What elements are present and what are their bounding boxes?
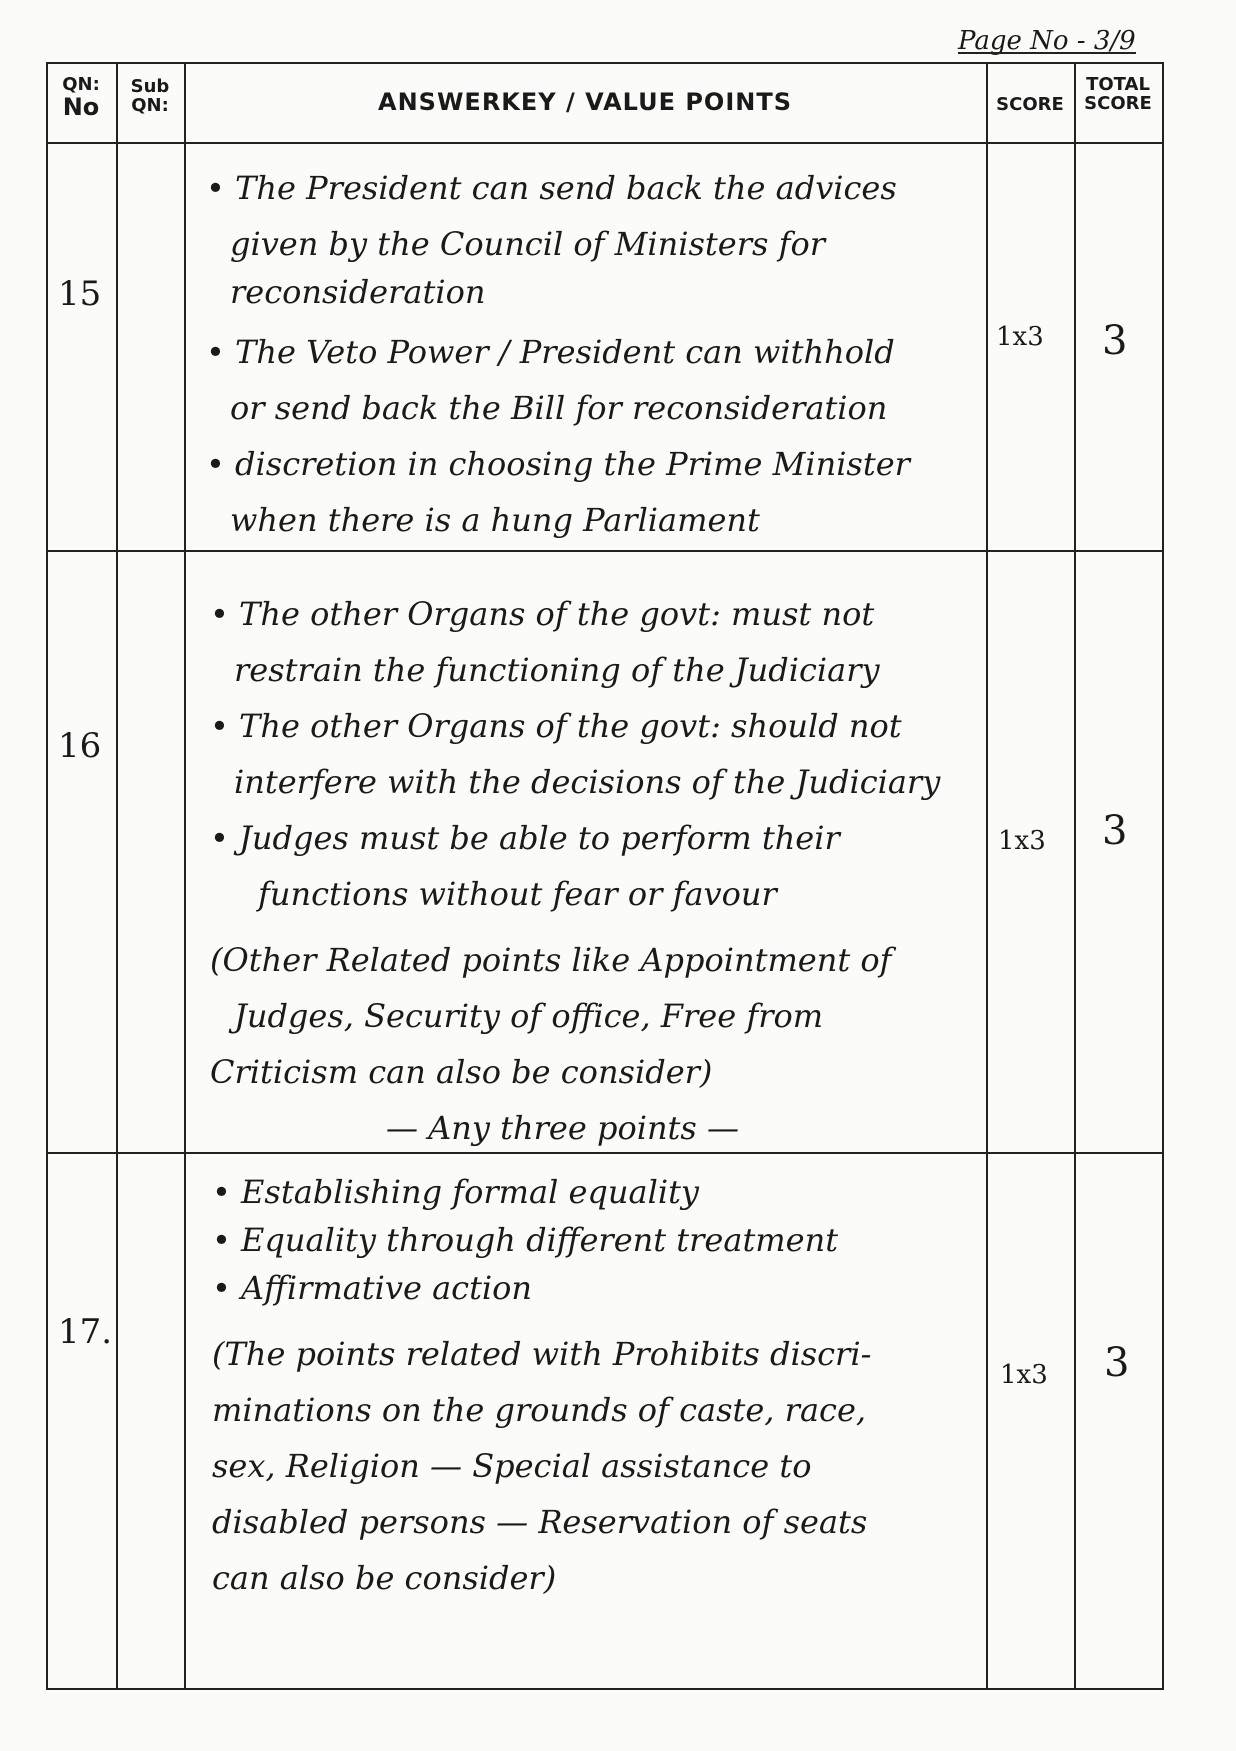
answer-line: • The President can send back the advices	[206, 169, 897, 207]
header-qn-no: QN: No	[62, 74, 100, 121]
total-score-value: 3	[1102, 808, 1128, 854]
header-answer-key: ANSWERKEY / VALUE POINTS	[378, 88, 792, 116]
answer-line: Judges, Security of office, Free from	[234, 997, 824, 1035]
answer-line: sex, Religion — Special assistance to	[212, 1447, 812, 1485]
answer-line: • Equality through different treatment	[212, 1221, 839, 1259]
answer-line: minations on the grounds of caste, race,	[212, 1391, 867, 1429]
answer-line: when there is a hung Parliament	[230, 501, 760, 539]
answer-line: (The points related with Prohibits discri-	[212, 1335, 872, 1373]
answer-line: interfere with the decisions of the Judiciary	[234, 763, 941, 801]
answer-points	[212, 1168, 871, 1606]
answer-line: — Any three points —	[386, 1109, 739, 1147]
answer-line: • The other Organs of the govt: should not	[210, 707, 902, 745]
table-top-border	[46, 62, 1164, 64]
answer-line: given by the Council of Ministers for	[230, 225, 825, 263]
col-divider-subqn	[184, 62, 186, 1690]
answer-line: functions without fear or favour	[258, 875, 777, 913]
question-number: 15	[58, 274, 102, 314]
answer-line: • The Veto Power / President can withhold	[206, 333, 895, 371]
answer-line: • The other Organs of the govt: must not	[210, 595, 875, 633]
col-divider-answer	[986, 62, 988, 1690]
answer-line: restrain the functioning of the Judiciary	[234, 651, 880, 689]
answer-line: • Affirmative action	[212, 1269, 533, 1307]
answer-points	[210, 586, 940, 1156]
question-number: 16	[58, 726, 102, 766]
score-value: 1x3	[996, 322, 1044, 352]
page-number: Page No - 3/9	[958, 26, 1136, 56]
total-score-value: 3	[1104, 1340, 1130, 1386]
question-number: 17.	[58, 1312, 113, 1352]
header-score: SCORE	[996, 94, 1064, 115]
answer-line: Criticism can also be consider)	[210, 1053, 713, 1091]
answer-line: • Judges must be able to perform their	[210, 819, 840, 857]
answer-line: disabled persons — Reservation of seats	[212, 1503, 868, 1541]
answer-line: can also be consider)	[212, 1559, 557, 1597]
answer-line: reconsideration	[230, 273, 486, 311]
answer-points	[206, 160, 910, 548]
answer-line: (Other Related points like Appointment of	[210, 941, 892, 979]
total-score-value: 3	[1102, 318, 1128, 364]
header-bottom-border	[46, 142, 1164, 144]
table-bottom-border	[46, 1688, 1164, 1690]
score-value: 1x3	[998, 826, 1046, 856]
answer-line: • discretion in choosing the Prime Minister	[206, 445, 910, 483]
table-left-border	[46, 62, 48, 1690]
row-divider	[46, 550, 1164, 552]
col-divider-score	[1074, 62, 1076, 1690]
header-sub-qn: Sub QN:	[130, 76, 170, 116]
table-right-border	[1162, 62, 1164, 1690]
score-value: 1x3	[1000, 1360, 1048, 1390]
col-divider-qn	[116, 62, 118, 1690]
header-total-score: TOTAL SCORE	[1084, 74, 1152, 114]
answer-line: • Establishing formal equality	[212, 1173, 699, 1211]
answer-line: or send back the Bill for reconsideration	[230, 389, 888, 427]
